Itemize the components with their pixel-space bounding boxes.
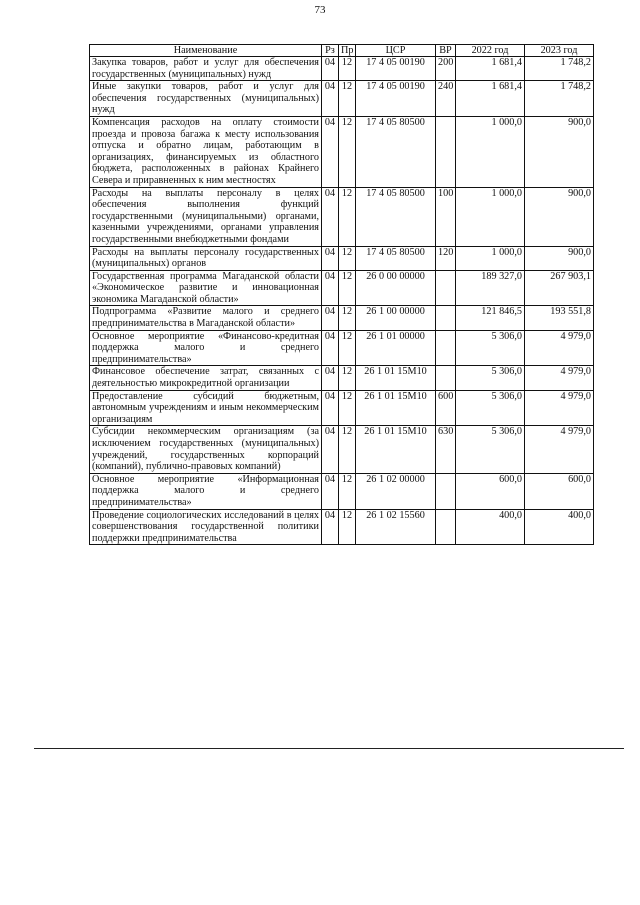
cell-csr: 26 1 01 15М10 — [356, 366, 436, 390]
header-name: Наименование — [90, 45, 322, 57]
cell-y2023: 4 979,0 — [525, 426, 594, 473]
cell-y2023: 400,0 — [525, 509, 594, 545]
cell-csr: 26 1 02 15560 — [356, 509, 436, 545]
table-row — [90, 426, 594, 473]
cell-name: Основное мероприятие «Информационная поддержка малого и среднего предпринимательства» — [90, 473, 322, 509]
cell-csr: 26 1 01 15М10 — [356, 390, 436, 426]
cell-y2022: 5 306,0 — [456, 330, 525, 366]
table-row — [90, 509, 594, 545]
cell-pr: 12 — [339, 330, 356, 366]
cell-rz: 04 — [322, 57, 339, 81]
cell-vr: 120 — [436, 246, 456, 270]
cell-y2022: 400,0 — [456, 509, 525, 545]
cell-vr — [436, 330, 456, 366]
cell-csr: 26 1 01 00000 — [356, 330, 436, 366]
budget-table — [89, 44, 594, 545]
cell-y2023: 900,0 — [525, 246, 594, 270]
cell-rz: 04 — [322, 330, 339, 366]
table-row — [90, 330, 594, 366]
cell-vr: 100 — [436, 187, 456, 246]
cell-name: Проведение социологических исследований в целях совершенствования государственной политики поддержки предпринимательства — [90, 509, 322, 545]
page-number: 73 — [314, 4, 326, 16]
cell-rz: 04 — [322, 509, 339, 545]
cell-pr: 12 — [339, 57, 356, 81]
cell-rz: 04 — [322, 81, 339, 117]
cell-vr — [436, 306, 456, 330]
table-row — [90, 246, 594, 270]
header-2023: 2023 год — [525, 45, 594, 57]
header-csr: ЦСР — [356, 45, 436, 57]
cell-name: Основное мероприятие «Финансово-кредитная поддержка малого и среднего предпринимательства» — [90, 330, 322, 366]
table-row — [90, 306, 594, 330]
cell-name: Расходы на выплаты персоналу в целях обеспечения выполнения функций государственными (муниципальными) органами, казенными учреждениями, органами управления государственными внебюджетными фондами — [90, 187, 322, 246]
cell-name: Компенсация расходов на оплату стоимости проезда и провоза багажа к месту использования отпуска и обратно лицам, работающим в организациях, финансируемых из областного бюджета, расположенных в районах Крайнего Севера и приравненных к ним местностях — [90, 116, 322, 187]
cell-csr: 17 4 05 00190 — [356, 81, 436, 117]
table-row — [90, 116, 594, 187]
header-vr: ВР — [436, 45, 456, 57]
table-row — [90, 57, 594, 81]
cell-y2022: 5 306,0 — [456, 366, 525, 390]
footer-divider — [34, 748, 624, 749]
cell-rz: 04 — [322, 116, 339, 187]
header-pr: Пр — [339, 45, 356, 57]
table-row — [90, 473, 594, 509]
cell-rz: 04 — [322, 366, 339, 390]
cell-vr: 240 — [436, 81, 456, 117]
cell-csr: 26 1 01 15М10 — [356, 426, 436, 473]
cell-y2022: 5 306,0 — [456, 426, 525, 473]
header-rz: Рз — [322, 45, 339, 57]
cell-y2023: 900,0 — [525, 116, 594, 187]
cell-y2023: 600,0 — [525, 473, 594, 509]
cell-pr: 12 — [339, 270, 356, 306]
table-row — [90, 366, 594, 390]
cell-pr: 12 — [339, 426, 356, 473]
cell-name: Подпрограмма «Развитие малого и среднего предпринимательства в Магаданской области» — [90, 306, 322, 330]
cell-name: Финансовое обеспечение затрат, связанных с деятельностью микрокредитной организации — [90, 366, 322, 390]
cell-y2023: 267 903,1 — [525, 270, 594, 306]
cell-rz: 04 — [322, 187, 339, 246]
cell-csr: 26 1 02 00000 — [356, 473, 436, 509]
cell-csr: 17 4 05 80500 — [356, 116, 436, 187]
cell-y2022: 600,0 — [456, 473, 525, 509]
cell-rz: 04 — [322, 426, 339, 473]
cell-csr: 17 4 05 00190 — [356, 57, 436, 81]
cell-y2023: 900,0 — [525, 187, 594, 246]
table-row — [90, 270, 594, 306]
cell-vr: 200 — [436, 57, 456, 81]
cell-name: Расходы на выплаты персоналу государственных (муниципальных) органов — [90, 246, 322, 270]
cell-rz: 04 — [322, 390, 339, 426]
header-2022: 2022 год — [456, 45, 525, 57]
cell-name: Закупка товаров, работ и услуг для обеспечения государственных (муниципальных) нужд — [90, 57, 322, 81]
cell-vr — [436, 509, 456, 545]
cell-rz: 04 — [322, 246, 339, 270]
cell-pr: 12 — [339, 473, 356, 509]
cell-vr — [436, 366, 456, 390]
cell-pr: 12 — [339, 509, 356, 545]
cell-y2023: 4 979,0 — [525, 330, 594, 366]
cell-name: Предоставление субсидий бюджетным, автономным учреждениям и иным некоммерческим организациям — [90, 390, 322, 426]
table-row — [90, 390, 594, 426]
cell-vr — [436, 270, 456, 306]
cell-pr: 12 — [339, 246, 356, 270]
cell-y2023: 1 748,2 — [525, 81, 594, 117]
cell-y2022: 1 681,4 — [456, 57, 525, 81]
cell-y2022: 5 306,0 — [456, 390, 525, 426]
cell-pr: 12 — [339, 390, 356, 426]
cell-pr: 12 — [339, 81, 356, 117]
cell-y2022: 1 000,0 — [456, 116, 525, 187]
cell-csr: 17 4 05 80500 — [356, 246, 436, 270]
table-header-row — [90, 45, 594, 57]
cell-rz: 04 — [322, 473, 339, 509]
cell-vr: 600 — [436, 390, 456, 426]
cell-pr: 12 — [339, 306, 356, 330]
cell-vr — [436, 473, 456, 509]
cell-y2023: 1 748,2 — [525, 57, 594, 81]
cell-name: Государственная программа Магаданской области «Экономическое развитие и инновационная экономика Магаданской области» — [90, 270, 322, 306]
cell-pr: 12 — [339, 366, 356, 390]
cell-y2023: 4 979,0 — [525, 366, 594, 390]
cell-vr — [436, 116, 456, 187]
cell-y2022: 1 681,4 — [456, 81, 525, 117]
cell-csr: 26 0 00 00000 — [356, 270, 436, 306]
cell-pr: 12 — [339, 187, 356, 246]
cell-y2023: 4 979,0 — [525, 390, 594, 426]
table-row — [90, 81, 594, 117]
cell-name: Иные закупки товаров, работ и услуг для обеспечения государственных (муниципальных) нужд — [90, 81, 322, 117]
cell-csr: 26 1 00 00000 — [356, 306, 436, 330]
cell-pr: 12 — [339, 116, 356, 187]
cell-csr: 17 4 05 80500 — [356, 187, 436, 246]
cell-y2023: 193 551,8 — [525, 306, 594, 330]
cell-rz: 04 — [322, 306, 339, 330]
cell-vr: 630 — [436, 426, 456, 473]
cell-rz: 04 — [322, 270, 339, 306]
cell-y2022: 1 000,0 — [456, 246, 525, 270]
cell-name: Субсидии некоммерческим организациям (за исключением государственных (муниципальных) учреждений, государственных корпораций (компаний), публично-правовых компаний) — [90, 426, 322, 473]
cell-y2022: 1 000,0 — [456, 187, 525, 246]
cell-y2022: 121 846,5 — [456, 306, 525, 330]
cell-y2022: 189 327,0 — [456, 270, 525, 306]
table-row — [90, 187, 594, 246]
